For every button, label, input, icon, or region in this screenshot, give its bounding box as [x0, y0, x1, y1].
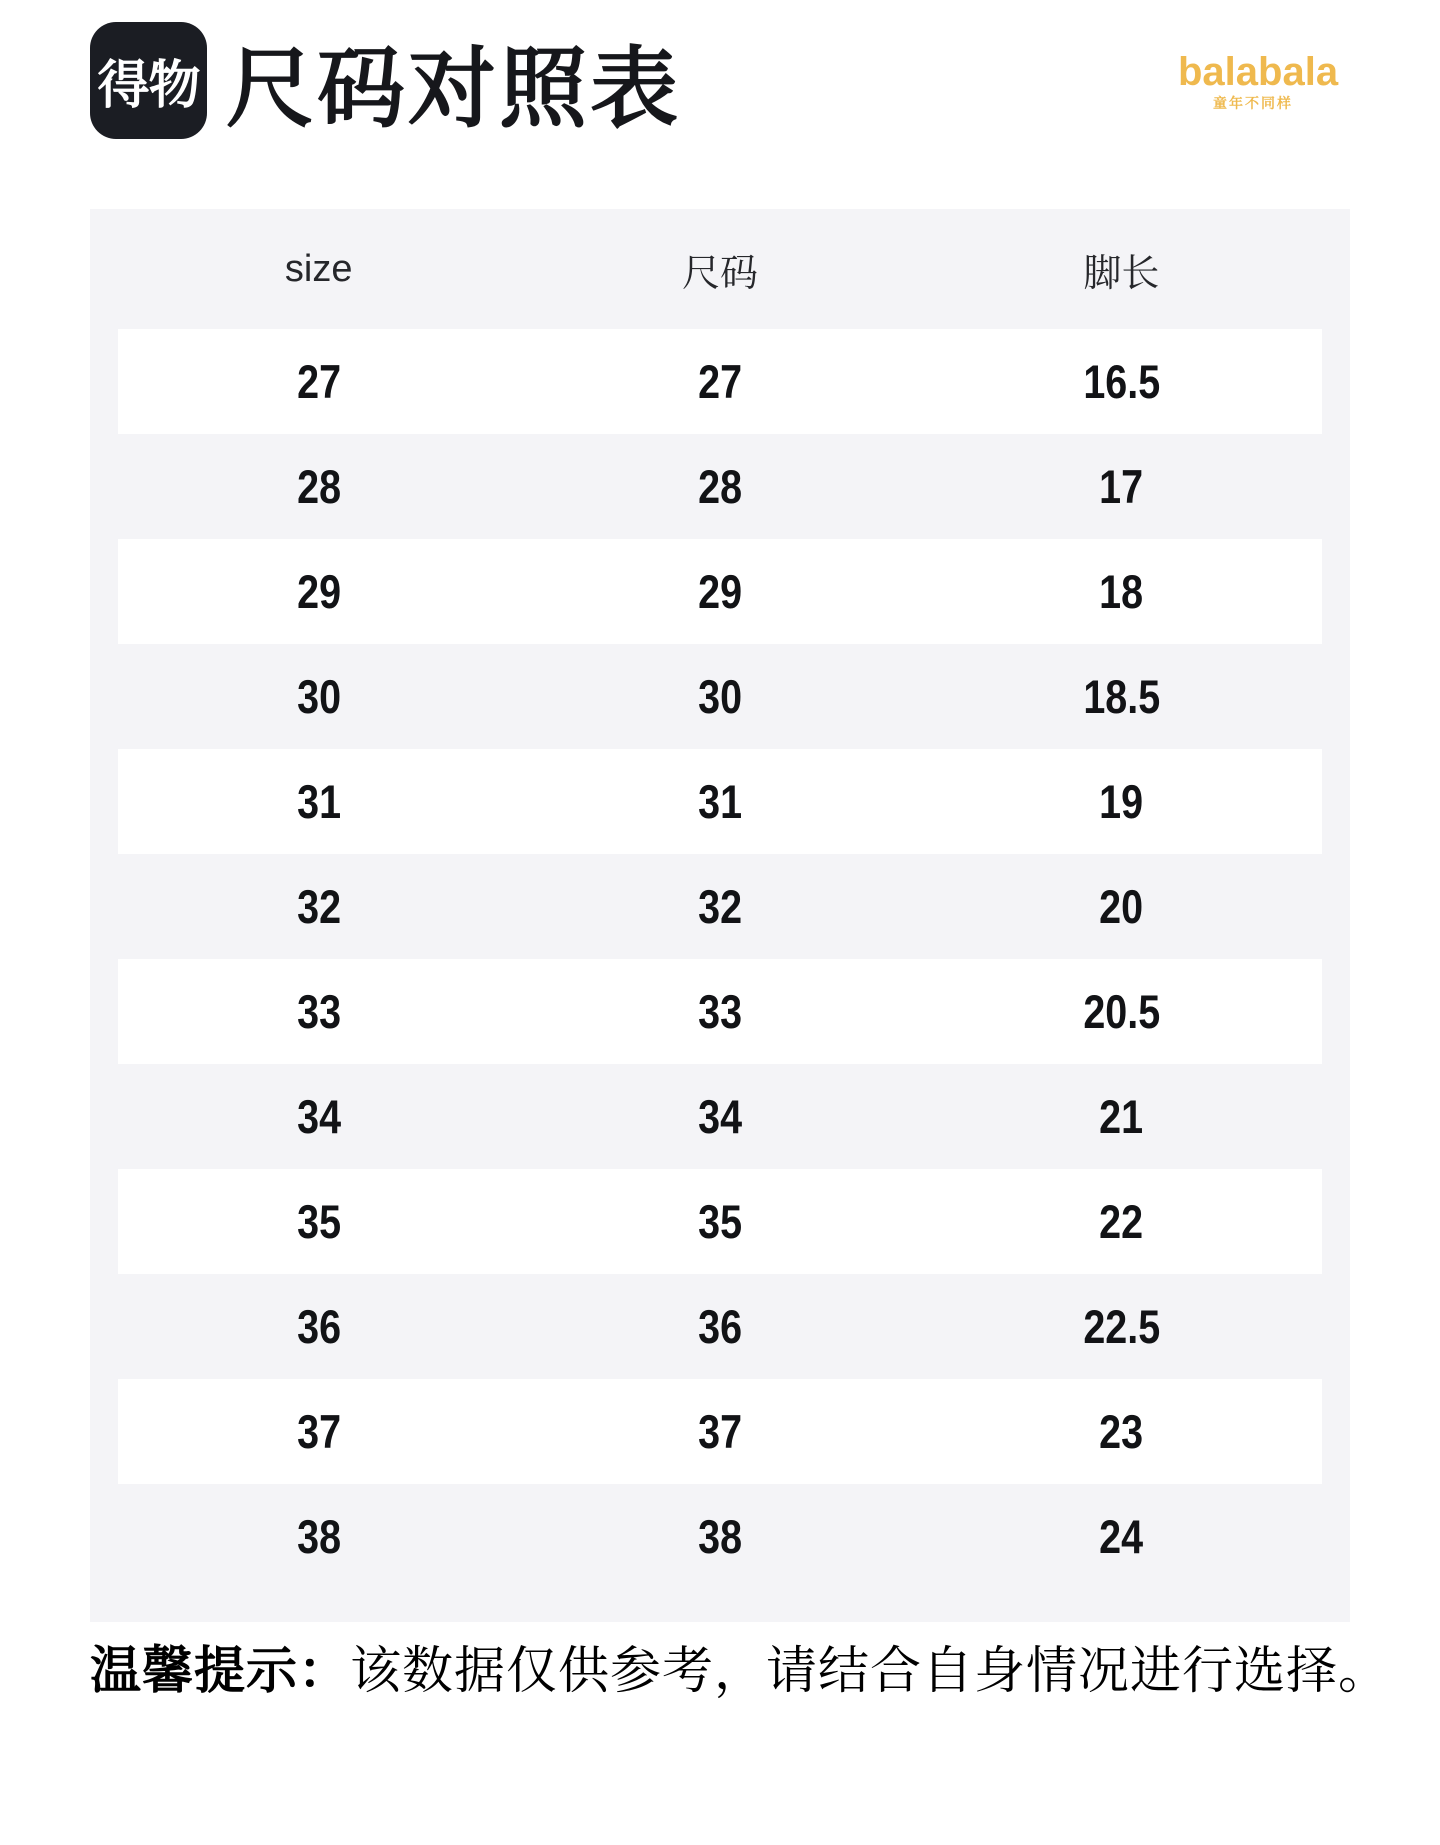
cell-cn [519, 669, 920, 724]
cell-value: 35 [296, 1195, 341, 1248]
cell-foot [921, 1404, 1322, 1459]
cell-foot [921, 774, 1322, 829]
cell-value: 22.5 [1082, 1300, 1160, 1353]
table-row [118, 1379, 1322, 1484]
table-row [118, 1274, 1322, 1379]
cell-value: 32 [296, 880, 341, 933]
cell-value: 38 [698, 1510, 742, 1563]
cell-foot [921, 984, 1322, 1039]
table-row [118, 539, 1322, 644]
cell-value: 20 [1099, 880, 1144, 933]
cell-cn [519, 1509, 920, 1564]
cell-size [118, 669, 519, 724]
cell-cn [519, 1089, 920, 1144]
cell-value: 27 [296, 355, 341, 408]
cell-value: 27 [698, 355, 742, 408]
cell-value: 17 [1099, 460, 1144, 513]
cell-value: 33 [698, 985, 742, 1038]
cell-foot [921, 1509, 1322, 1564]
cell-size [118, 774, 519, 829]
cell-cn [519, 984, 920, 1039]
cell-size [118, 879, 519, 934]
table-row [118, 644, 1322, 749]
cell-value: 18.5 [1082, 670, 1160, 723]
cell-cn [519, 1299, 920, 1354]
cell-cn [519, 879, 920, 934]
cell-foot [921, 459, 1322, 514]
cell-cn [519, 774, 920, 829]
balabala-tagline: 童年不同样 [1213, 95, 1293, 111]
column-header-foot-length: 脚长 [1083, 252, 1160, 295]
note-text: 该数据仅供参考，请结合自身情况进行选择。 [350, 1642, 1391, 1699]
cell-cn [519, 354, 920, 409]
page-title: 尺码对照表 [226, 39, 682, 138]
cell-value: 18 [1099, 565, 1144, 618]
cell-value: 30 [296, 670, 341, 723]
cell-foot [921, 669, 1322, 724]
cell-value: 36 [296, 1300, 341, 1353]
bottom-note [90, 1638, 1390, 1704]
cell-value: 29 [296, 565, 341, 618]
cell-value: 28 [698, 460, 742, 513]
cell-size [118, 1194, 519, 1249]
cell-value: 38 [296, 1510, 341, 1563]
cell-value: 37 [296, 1405, 341, 1458]
column-header-cn-size: 尺码 [681, 252, 758, 295]
note-label: 温馨提示： [90, 1642, 351, 1699]
size-chart-header-row [90, 209, 1350, 329]
column-header-size: size [284, 247, 353, 290]
table-row [118, 854, 1322, 959]
cell-size [118, 564, 519, 619]
balabala-wordmark: balabala [1178, 50, 1339, 94]
cell-value: 29 [698, 565, 742, 618]
cell-value: 34 [698, 1090, 742, 1143]
cell-value: 20.5 [1082, 985, 1160, 1038]
dewu-logo-text: 得物 [97, 57, 200, 115]
cell-foot [921, 1194, 1322, 1249]
cell-size [118, 1404, 519, 1459]
table-row [118, 1484, 1322, 1589]
cell-value: 36 [698, 1300, 742, 1353]
cell-value: 16.5 [1082, 355, 1160, 408]
cell-value: 37 [698, 1405, 742, 1458]
cell-value: 33 [296, 985, 341, 1038]
table-row [118, 329, 1322, 434]
cell-cn [519, 1194, 920, 1249]
cell-size [118, 1509, 519, 1564]
cell-size [118, 1089, 519, 1144]
cell-value: 30 [698, 670, 742, 723]
cell-foot [921, 1299, 1322, 1354]
balabala-brand-logo [1178, 50, 1339, 113]
cell-cn [519, 459, 920, 514]
cell-value: 19 [1099, 775, 1144, 828]
cell-value: 31 [698, 775, 742, 828]
dewu-app-logo [90, 22, 207, 139]
size-chart-body [90, 329, 1350, 1589]
cell-value: 28 [296, 460, 341, 513]
table-row [118, 1064, 1322, 1169]
cell-foot [921, 879, 1322, 934]
size-chart-table [90, 209, 1350, 1622]
cell-value: 32 [698, 880, 742, 933]
cell-foot [921, 354, 1322, 409]
table-row [118, 749, 1322, 854]
table-row [118, 434, 1322, 539]
cell-foot [921, 564, 1322, 619]
cell-value: 24 [1099, 1510, 1144, 1563]
cell-value: 34 [296, 1090, 341, 1143]
cell-value: 35 [698, 1195, 742, 1248]
table-row [118, 959, 1322, 1064]
cell-foot [921, 1089, 1322, 1144]
cell-size [118, 1299, 519, 1354]
table-row [118, 1169, 1322, 1274]
cell-value: 31 [296, 775, 341, 828]
cell-size [118, 459, 519, 514]
cell-value: 23 [1099, 1405, 1144, 1458]
cell-cn [519, 1404, 920, 1459]
cell-size [118, 354, 519, 409]
cell-cn [519, 564, 920, 619]
cell-size [118, 984, 519, 1039]
cell-value: 21 [1099, 1090, 1144, 1143]
cell-value: 22 [1099, 1195, 1144, 1248]
